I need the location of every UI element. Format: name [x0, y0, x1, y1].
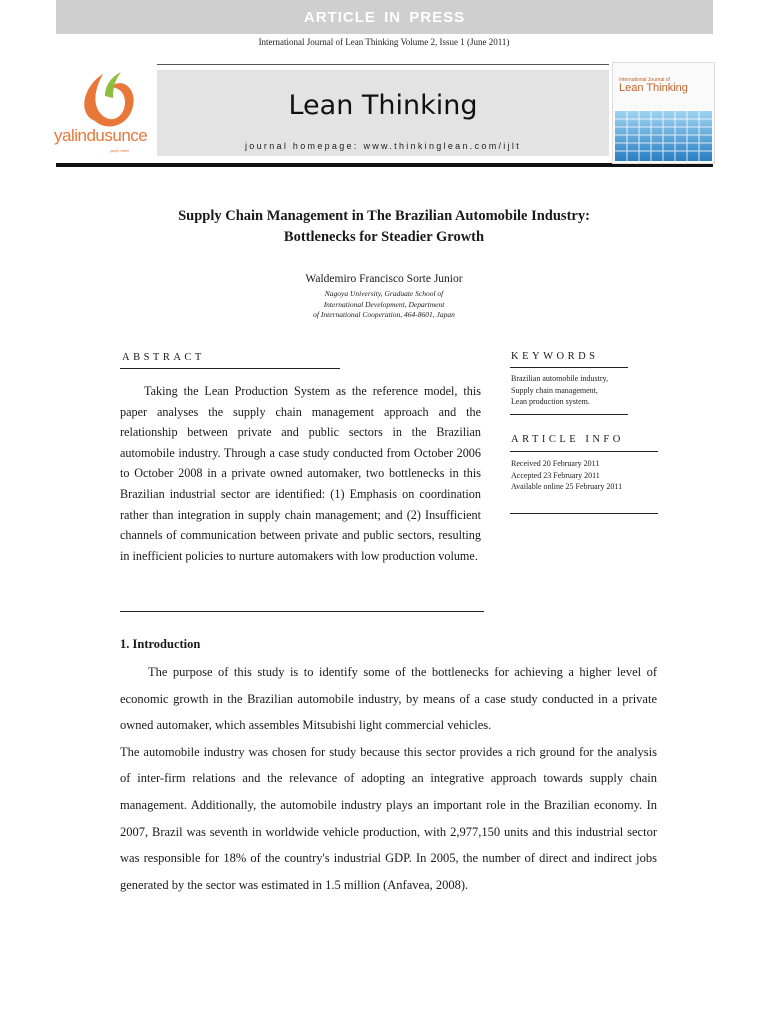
article-in-press-bar [56, 0, 713, 34]
abstract-rule [120, 368, 340, 369]
cover-title: Lean Thinking [619, 82, 688, 94]
keywords-end-rule [510, 414, 628, 415]
introduction-heading: 1. Introduction [120, 637, 201, 651]
article-info-heading: ARTICLE INFO [511, 434, 624, 445]
journal-homepage: journal homepage: www.thinkinglean.com/ijlt [245, 141, 521, 151]
article-info-item: Received 20 February 2011 [511, 459, 600, 468]
article-title [80, 206, 688, 248]
cover-subtitle: International Journal of [619, 77, 670, 83]
journal-name: Lean Thinking [288, 90, 478, 121]
keyword-item: Brazilian automobile industry, [511, 374, 609, 383]
introduction-paragraph-2: The automobile industry was chosen for study because this sector provides a rich ground for the analysis of inter-firm relations and the relevance of adopting an integrative approach towards supply chain management. Additionally, the automobile industry plays an important role in the Brazilian economy. In 2007, Brazil was seventh in worldwide vehicle production, with 2,977,150 units and this industrial sector was responsible for 18% of the country's industrial GDP. In 2005, the number of direct and indirect jobs generated by the sector was estimated in 1.5 million (Anfavea, 2008). [120, 744, 657, 892]
press-label: ARTICLE IN PRESS [303, 8, 466, 26]
article-info-rule [510, 451, 658, 452]
introduction-paragraph-1: The purpose of this study is to identify some of the bottlenecks for achieving a higher level of economic growth in the Brazilian automobile industry, by means of a case study conducted in a private owned automaker, which assembles Mitsubishi light commercial vehicles. [120, 665, 657, 733]
author-name: Waldemiro Francisco Sorte Junior [305, 273, 463, 285]
introduction-body [120, 659, 657, 898]
keywords-list [511, 373, 608, 408]
affiliation-line-3: of International Cooperation, 464-8601, Japan [313, 310, 455, 319]
journal-cover-thumbnail [612, 62, 715, 164]
abstract-body [120, 381, 481, 566]
article-info-item: Available online 25 February 2011 [511, 482, 623, 491]
article-info-item: Accepted 23 February 2011 [511, 470, 600, 480]
journal-banner [157, 70, 609, 156]
keyword-item: Supply chain management, [511, 385, 598, 395]
banner-top-rule [157, 64, 609, 65]
keyword-item: Lean production system. [511, 397, 590, 406]
article-info-end-rule [510, 513, 658, 514]
journal-citation: International Journal of Lean Thinking Volume 2, Issue 1 (June 2011) [258, 37, 510, 47]
abstract-paragraph: Taking the Lean Production System as the reference model, this paper analyses the supply chain management approach and the relationship between private and public sectors in the Brazilian automobile industry. Through a case study conducted from October 2006 to October 2008 in a private owned automaker, two bottlenecks in this Brazilian industrial sector are identified: (1) Emphasis on coordination rather than integration in supply chain management; and (2) Insufficient channels of communication between private and public sectors, resulting in inefficient policies to nurture automakers with low production volume. [120, 384, 481, 563]
author-affiliation [0, 289, 768, 321]
abstract-heading: ABSTRACT [122, 352, 205, 363]
title-line-2: Bottlenecks for Steadier Growth [283, 229, 485, 245]
publisher-logo-icon [55, 66, 155, 164]
keywords-heading: KEYWORDS [511, 351, 599, 362]
publisher-logo-sub: yayin tarihi [110, 148, 130, 153]
article-info-list [511, 458, 622, 493]
affiliation-line-1: Nagoya University, Graduate School of [324, 289, 444, 298]
keywords-rule [510, 367, 628, 368]
title-line-1: Supply Chain Management in The Brazilian Automobile Industry: [178, 208, 590, 224]
affiliation-line-2: International Development, Department [323, 299, 445, 309]
publisher-logo-text: yalindusunce [54, 126, 148, 145]
cover-grid-icon [613, 63, 714, 163]
abstract-end-rule [120, 611, 484, 612]
